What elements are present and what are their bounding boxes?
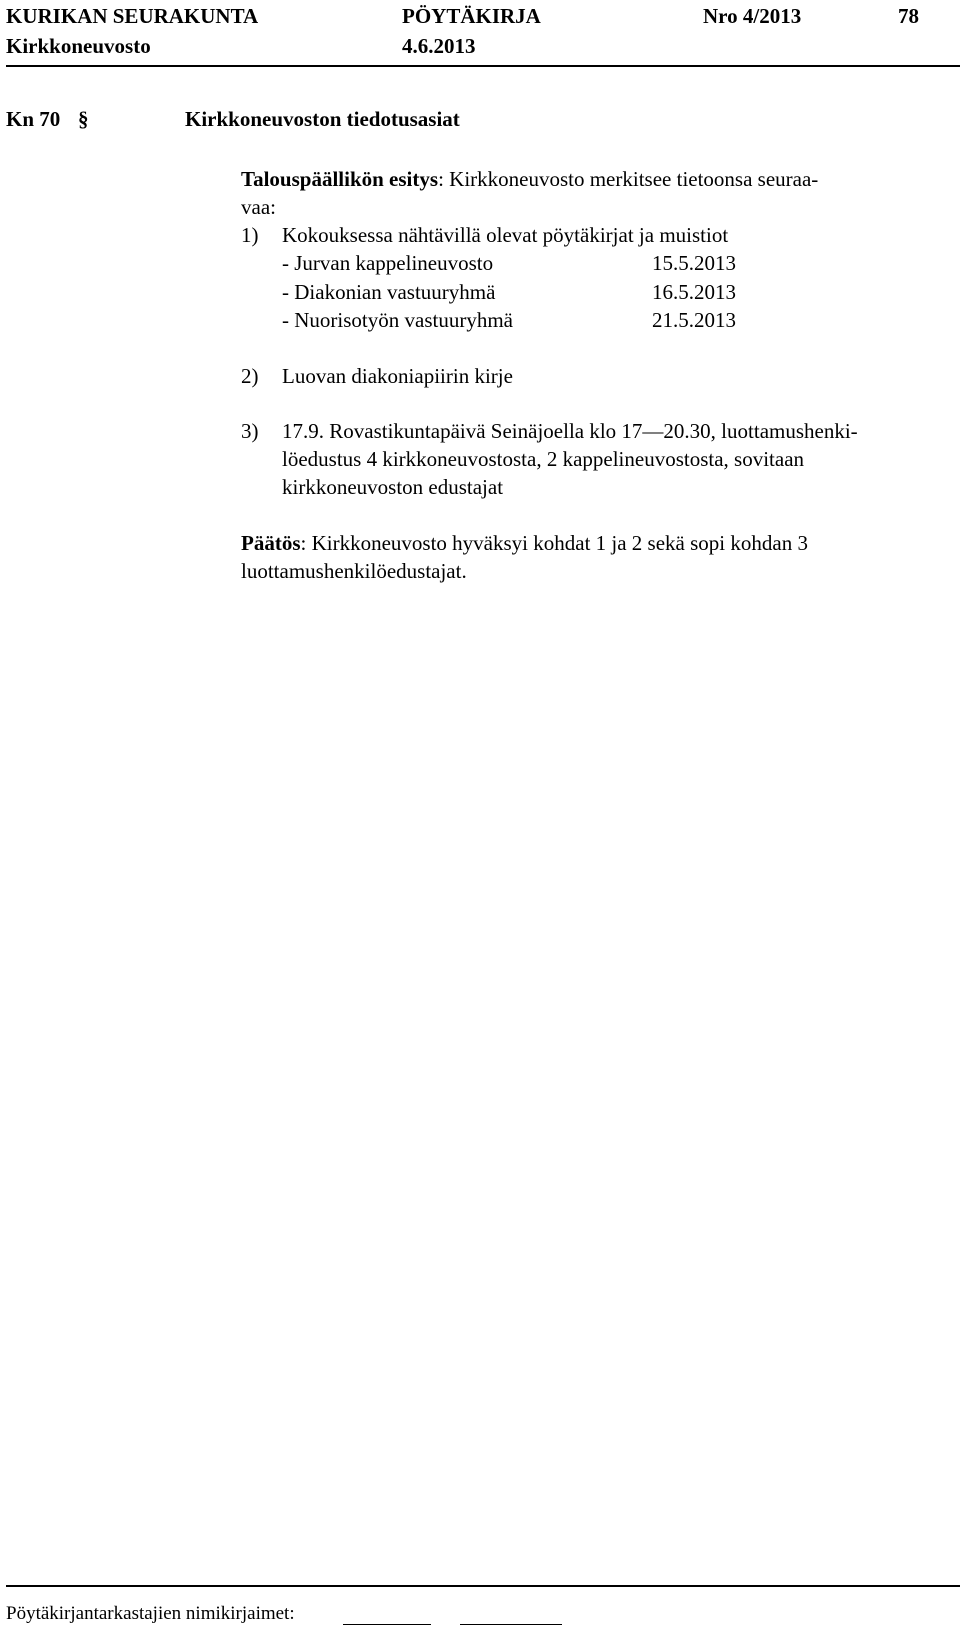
item1-entry-name: - Diakonian vastuuryhmä [282, 280, 496, 304]
item1-entry-name: - Nuorisotyön vastuuryhmä [282, 308, 513, 332]
header-body-name: Kirkkoneuvosto [6, 34, 151, 58]
proposal-line2: vaa: [241, 195, 276, 219]
item1-entry-name: - Jurvan kappelineuvosto [282, 251, 494, 275]
item3-marker: 3) [241, 419, 259, 443]
item1-marker: 1) [241, 223, 259, 247]
footer-label: Pöytäkirjantarkastajien nimikirjaimet: [6, 1603, 295, 1624]
item3-line2: löedustus 4 kirkkoneuvostosta, 2 kappelineuvostosta, sovitaan [282, 447, 805, 471]
decision-line1 [241, 531, 808, 556]
proposal-text-1: Kirkkoneuvosto merkitsee tietoonsa seuraa- [443, 167, 819, 191]
item1-entry-date: 16.5.2013 [652, 280, 736, 304]
header-org: KURIKAN SEURAKUNTA [6, 4, 259, 28]
item1-entry-date: 15.5.2013 [652, 251, 736, 275]
initials-line-1 [343, 1624, 431, 1625]
header-page-number: 78 [898, 4, 919, 28]
header-doc-number: Nro 4/2013 [703, 4, 802, 28]
item2-text: Luovan diakoniapiirin kirje [282, 364, 513, 388]
header-date: 4.6.2013 [402, 34, 476, 58]
proposal-colon: : [438, 167, 444, 191]
proposal-label: Talouspäällikön esitys [241, 167, 439, 191]
proposal-line1 [241, 167, 818, 192]
section-number: Kn 70 [6, 107, 61, 131]
decision-line2: luottamushenkilöedustajat. [241, 559, 467, 583]
item2-marker: 2) [241, 364, 259, 388]
header-rule [6, 65, 960, 67]
decision-label: Päätös [241, 531, 301, 555]
decision-colon: : [300, 531, 307, 555]
item1-entry-date: 21.5.2013 [652, 308, 736, 332]
item3-line1: 17.9. Rovastikuntapäivä Seinäjoella klo 17—20.30, luottamushenki- [282, 419, 858, 443]
decision-text-1: Kirkkoneuvosto hyväksyi kohdat 1 ja 2 sekä sopi kohdan 3 [306, 531, 808, 555]
initials-line-2 [460, 1624, 562, 1625]
section-symbol: § [78, 107, 89, 131]
footer-rule [6, 1585, 960, 1587]
section-title: Kirkkoneuvoston tiedotusasiat [185, 107, 460, 131]
item3-line3: kirkkoneuvoston edustajat [282, 475, 504, 499]
header-doc-type: PÖYTÄKIRJA [402, 4, 541, 28]
item1-text: Kokouksessa nähtävillä olevat pöytäkirjat ja muistiot [282, 223, 729, 247]
